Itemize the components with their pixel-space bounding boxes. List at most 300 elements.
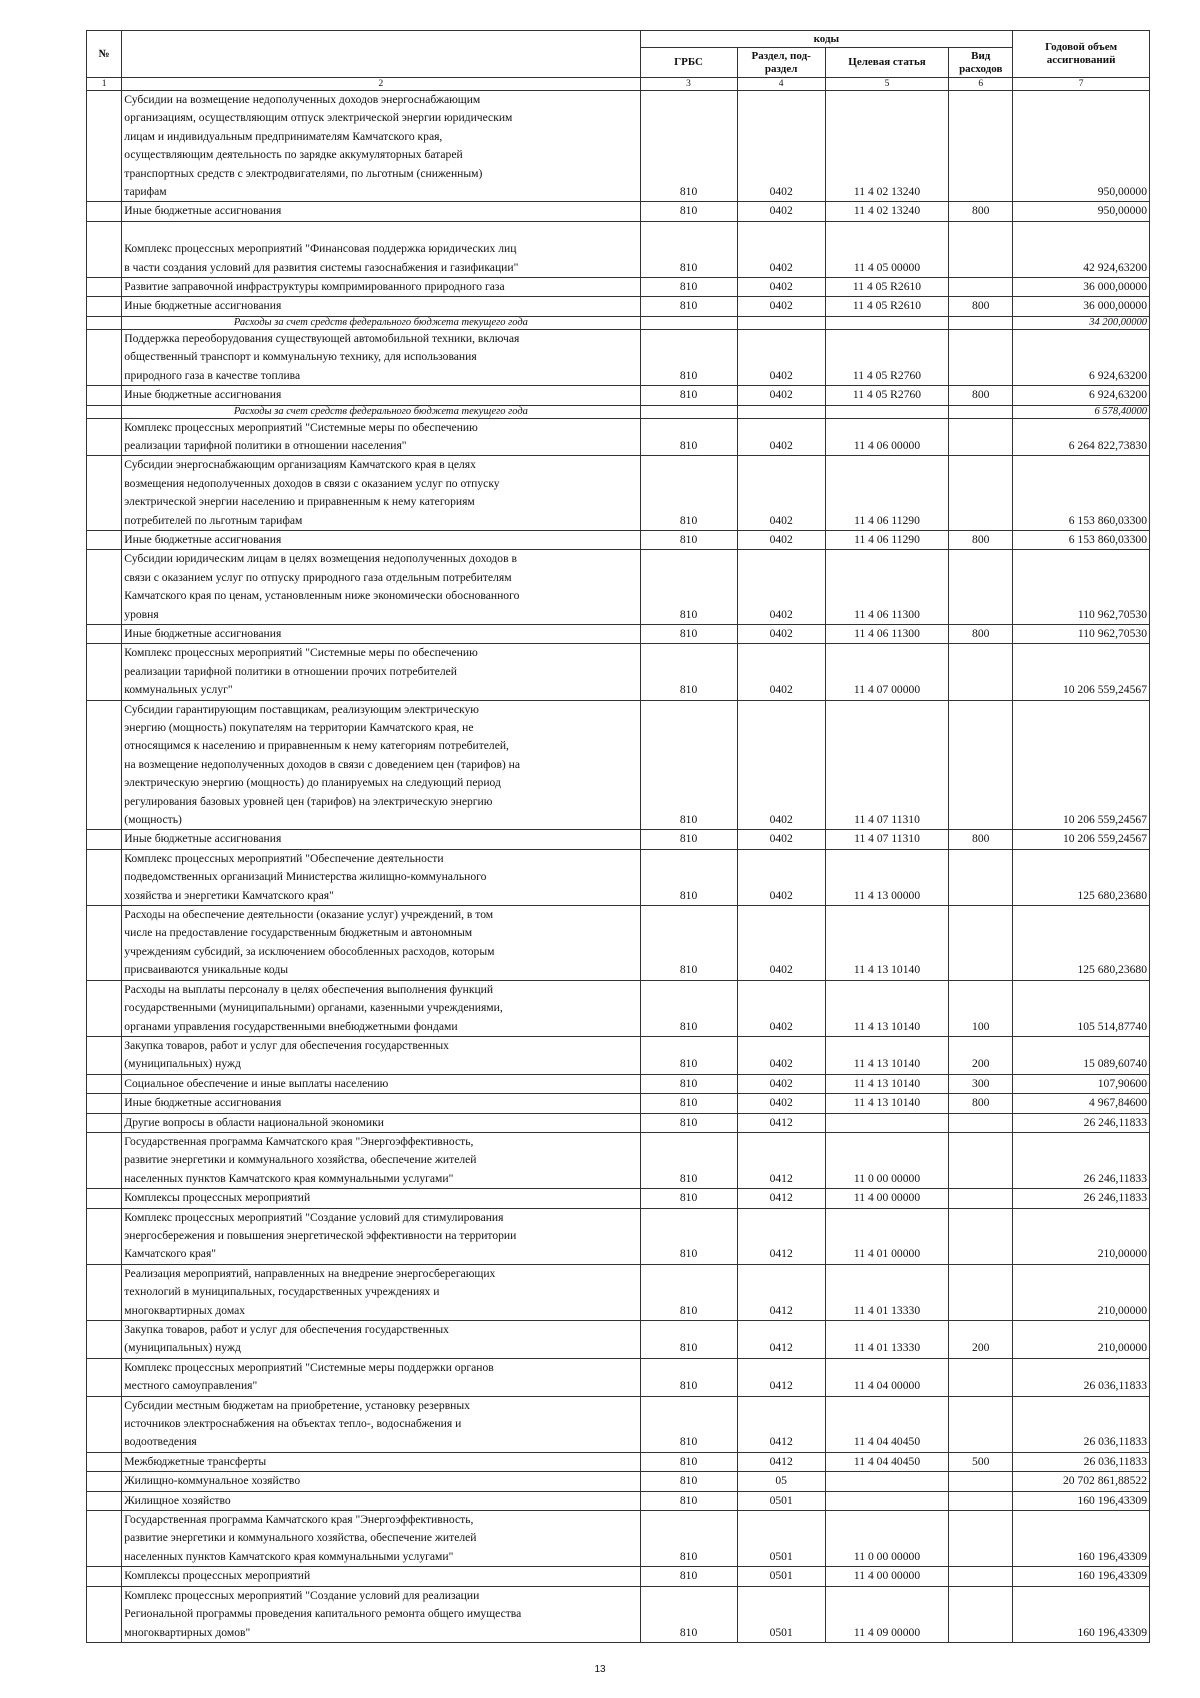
row-section-cell: 0402 [737, 329, 825, 385]
row-section-cell: 0402 [737, 91, 825, 202]
column-index-row [87, 78, 1150, 91]
row-grbs-cell: 810 [640, 1396, 737, 1452]
row-section-cell: 0412 [737, 1132, 825, 1188]
row-vid-cell [949, 849, 1013, 905]
row-number-cell [87, 297, 122, 316]
row-section-cell: 0412 [737, 1113, 825, 1132]
table-row [87, 297, 1150, 316]
budget-table-body [87, 91, 1150, 1643]
row-target-cell: 11 4 06 00000 [825, 418, 948, 456]
row-sum-cell: 26 036,11833 [1013, 1358, 1150, 1396]
col-vid-header: Вид расходов [949, 48, 1013, 78]
row-grbs-cell: 810 [640, 386, 737, 405]
row-name-cell: Государственная программа Камчатского края "Энергоэффективность, развитие энергетики и коммунального хозяйства, обеспечение жителей населенных пунктов Камчатского края коммунальными услугами" [122, 1511, 640, 1567]
table-row [87, 386, 1150, 405]
row-number-cell [87, 624, 122, 643]
row-name-cell: Комплекс процессных мероприятий "Создание условий для реализации Региональной программы проведения капитального ремонта общего имущества многоквартирных домов" [122, 1586, 640, 1642]
row-target-cell [825, 316, 948, 329]
budget-table [86, 30, 1150, 1643]
row-section-cell: 0402 [737, 386, 825, 405]
col-name-header [122, 31, 640, 78]
row-vid-cell: 800 [949, 386, 1013, 405]
row-grbs-cell: 810 [640, 202, 737, 221]
row-vid-cell [949, 550, 1013, 625]
row-number-cell [87, 1189, 122, 1208]
row-name-cell: Социальное обеспечение и иные выплаты населению [122, 1074, 640, 1093]
row-grbs-cell [640, 405, 737, 418]
row-grbs-cell: 810 [640, 1036, 737, 1074]
row-name-cell: Развитие заправочной инфраструктуры компримированного природного газа [122, 278, 640, 297]
table-row [87, 849, 1150, 905]
col-index: 5 [825, 78, 948, 91]
row-grbs-cell: 810 [640, 418, 737, 456]
row-name-cell: Комплекс процессных мероприятий "Финансовая поддержка юридических лиц в части создания условий для развития системы газоснабжения и газификации" [122, 221, 640, 277]
row-sum-cell: 6 924,63200 [1013, 329, 1150, 385]
row-sum-cell: 15 089,60740 [1013, 1036, 1150, 1074]
table-row [87, 830, 1150, 849]
table-row [87, 1452, 1150, 1471]
row-section-cell [737, 316, 825, 329]
row-name-cell: Иные бюджетные ассигнования [122, 624, 640, 643]
row-name-cell: Комплексы процессных мероприятий [122, 1567, 640, 1586]
row-sum-cell: 6 153 860,03300 [1013, 456, 1150, 531]
row-section-cell [737, 405, 825, 418]
row-number-cell [87, 456, 122, 531]
row-section-cell: 0412 [737, 1452, 825, 1471]
row-sum-cell: 210,00000 [1013, 1208, 1150, 1264]
row-target-cell [825, 1491, 948, 1510]
row-sum-cell: 10 206 559,24567 [1013, 700, 1150, 830]
row-grbs-cell: 810 [640, 849, 737, 905]
row-sum-cell: 34 200,00000 [1013, 316, 1150, 329]
row-number-cell [87, 316, 122, 329]
row-section-cell: 0412 [737, 1396, 825, 1452]
row-vid-cell [949, 1132, 1013, 1188]
row-section-cell: 0501 [737, 1491, 825, 1510]
row-grbs-cell: 810 [640, 278, 737, 297]
row-vid-cell: 800 [949, 530, 1013, 549]
row-name-cell: Комплекс процессных мероприятий "Системные меры по обеспечению реализации тарифной политики в отношении прочих потребителей коммунальных услуг" [122, 644, 640, 700]
row-vid-cell [949, 278, 1013, 297]
row-target-cell: 11 4 05 R2760 [825, 386, 948, 405]
row-target-cell: 11 4 05 00000 [825, 221, 948, 277]
row-target-cell: 11 0 00 00000 [825, 1132, 948, 1188]
row-section-cell: 0402 [737, 700, 825, 830]
row-section-cell: 0402 [737, 418, 825, 456]
row-sum-cell: 10 206 559,24567 [1013, 830, 1150, 849]
row-vid-cell: 800 [949, 830, 1013, 849]
row-grbs-cell: 810 [640, 221, 737, 277]
table-row [87, 456, 1150, 531]
row-target-cell: 11 4 13 10140 [825, 1074, 948, 1093]
table-row [87, 1511, 1150, 1567]
row-vid-cell [949, 1113, 1013, 1132]
row-vid-cell [949, 1586, 1013, 1642]
row-number-cell [87, 1074, 122, 1093]
table-row [87, 1189, 1150, 1208]
row-sum-cell: 950,00000 [1013, 91, 1150, 202]
row-section-cell: 0402 [737, 202, 825, 221]
row-name-cell: Межбюджетные трансферты [122, 1452, 640, 1471]
row-sum-cell: 10 206 559,24567 [1013, 644, 1150, 700]
row-section-cell: 0402 [737, 849, 825, 905]
row-name-cell: Комплекс процессных мероприятий "Обеспечение деятельности подведомственных организаций Министерства жилищно-коммунального хозяйства и энергетики Камчатского края" [122, 849, 640, 905]
row-name-cell: Расходы за счет средств федерального бюджета текущего года [122, 405, 640, 418]
row-number-cell [87, 91, 122, 202]
row-sum-cell: 210,00000 [1013, 1321, 1150, 1359]
table-row [87, 700, 1150, 830]
row-sum-cell: 105 514,87740 [1013, 980, 1150, 1036]
row-grbs-cell: 810 [640, 1321, 737, 1359]
row-number-cell [87, 980, 122, 1036]
row-sum-cell: 26 036,11833 [1013, 1396, 1150, 1452]
row-grbs-cell: 810 [640, 1208, 737, 1264]
row-section-cell: 0501 [737, 1511, 825, 1567]
budget-table-sheet [86, 30, 1150, 1643]
row-target-cell: 11 4 09 00000 [825, 1586, 948, 1642]
row-name-cell: Закупка товаров, работ и услуг для обеспечения государственных (муниципальных) нужд [122, 1321, 640, 1359]
row-sum-cell: 20 702 861,88522 [1013, 1472, 1150, 1491]
row-target-cell: 11 4 02 13240 [825, 91, 948, 202]
row-sum-cell: 160 196,43309 [1013, 1567, 1150, 1586]
row-number-cell [87, 1491, 122, 1510]
row-grbs-cell: 810 [640, 624, 737, 643]
row-number-cell [87, 221, 122, 277]
row-number-cell [87, 1321, 122, 1359]
row-sum-cell: 107,90600 [1013, 1074, 1150, 1093]
row-name-cell: Комплексы процессных мероприятий [122, 1189, 640, 1208]
federal-budget-note-row [87, 405, 1150, 418]
col-annual-header: Годовой объем ассигнований [1013, 31, 1150, 78]
col-index: 6 [949, 78, 1013, 91]
row-name-cell: Закупка товаров, работ и услуг для обеспечения государственных (муниципальных) нужд [122, 1036, 640, 1074]
row-vid-cell: 800 [949, 624, 1013, 643]
row-name-cell: Иные бюджетные ассигнования [122, 530, 640, 549]
row-name-cell: Другие вопросы в области национальной экономики [122, 1113, 640, 1132]
row-vid-cell [949, 1264, 1013, 1320]
row-target-cell [825, 1113, 948, 1132]
col-grbs-header: ГРБС [640, 48, 737, 78]
row-target-cell: 11 4 04 00000 [825, 1358, 948, 1396]
row-number-cell [87, 1132, 122, 1188]
row-vid-cell [949, 405, 1013, 418]
row-grbs-cell: 810 [640, 1189, 737, 1208]
table-row [87, 1074, 1150, 1093]
row-name-cell: Комплекс процессных мероприятий "Системные меры поддержки органов местного самоуправления" [122, 1358, 640, 1396]
row-number-cell [87, 278, 122, 297]
table-row [87, 1321, 1150, 1359]
row-sum-cell: 110 962,70530 [1013, 550, 1150, 625]
row-section-cell: 0402 [737, 830, 825, 849]
row-section-cell: 0402 [737, 530, 825, 549]
row-grbs-cell: 810 [640, 830, 737, 849]
row-number-cell [87, 418, 122, 456]
row-vid-cell [949, 316, 1013, 329]
row-sum-cell: 26 246,11833 [1013, 1132, 1150, 1188]
row-sum-cell: 6 153 860,03300 [1013, 530, 1150, 549]
row-vid-cell [949, 644, 1013, 700]
row-target-cell: 11 4 00 00000 [825, 1189, 948, 1208]
row-name-cell: Комплекс процессных мероприятий "Системные меры по обеспечению реализации тарифной политики в отношении населения" [122, 418, 640, 456]
row-sum-cell: 36 000,00000 [1013, 278, 1150, 297]
table-row [87, 1132, 1150, 1188]
row-grbs-cell: 810 [640, 456, 737, 531]
row-number-cell [87, 1472, 122, 1491]
row-name-cell: Субсидии энергоснабжающим организациям Камчатского края в целях возмещения недополученных доходов в связи с оказанием услуг по отпуску электрической энергии населению и приравненным к нему категориям потребителей по льготным тарифам [122, 456, 640, 531]
row-target-cell: 11 4 01 13330 [825, 1264, 948, 1320]
row-grbs-cell: 810 [640, 1511, 737, 1567]
row-target-cell: 11 4 07 00000 [825, 644, 948, 700]
row-target-cell: 11 4 00 00000 [825, 1567, 948, 1586]
row-name-cell: Расходы за счет средств федерального бюджета текущего года [122, 316, 640, 329]
row-grbs-cell: 810 [640, 1567, 737, 1586]
row-grbs-cell: 810 [640, 980, 737, 1036]
row-section-cell: 0412 [737, 1358, 825, 1396]
row-target-cell: 11 4 13 10140 [825, 906, 948, 981]
row-vid-cell [949, 906, 1013, 981]
row-name-cell: Поддержка переоборудования существующей автомобильной техники, включая общественный транспорт и коммунальную технику, для использования природного газа в качестве топлива [122, 329, 640, 385]
row-vid-cell [949, 221, 1013, 277]
row-number-cell [87, 644, 122, 700]
row-section-cell: 0412 [737, 1264, 825, 1320]
row-name-cell: Субсидии юридическим лицам в целях возмещения недополученных доходов в связи с оказанием услуг по отпуску природного газа отдельным потребителям Камчатского края по ценам, установленным ниже экономически обоснованного уровня [122, 550, 640, 625]
row-grbs-cell: 810 [640, 530, 737, 549]
row-sum-cell: 950,00000 [1013, 202, 1150, 221]
page-number: 13 [594, 1664, 606, 1675]
row-name-cell: Государственная программа Камчатского края "Энергоэффективность, развитие энергетики и коммунального хозяйства, обеспечение жителей населенных пунктов Камчатского края коммунальными услугами" [122, 1132, 640, 1188]
row-vid-cell [949, 329, 1013, 385]
row-grbs-cell [640, 316, 737, 329]
row-grbs-cell: 810 [640, 1132, 737, 1188]
row-sum-cell: 6 578,40000 [1013, 405, 1150, 418]
row-number-cell [87, 1208, 122, 1264]
row-name-cell: Иные бюджетные ассигнования [122, 297, 640, 316]
row-target-cell: 11 4 13 00000 [825, 849, 948, 905]
row-grbs-cell: 810 [640, 91, 737, 202]
row-vid-cell: 300 [949, 1074, 1013, 1093]
row-name-cell: Жилищно-коммунальное хозяйство [122, 1472, 640, 1491]
federal-budget-note-row [87, 316, 1150, 329]
row-section-cell: 0402 [737, 550, 825, 625]
row-target-cell [825, 1472, 948, 1491]
row-number-cell [87, 329, 122, 385]
row-section-cell: 0402 [737, 644, 825, 700]
row-grbs-cell: 810 [640, 644, 737, 700]
table-row [87, 1567, 1150, 1586]
row-number-cell [87, 386, 122, 405]
row-section-cell: 0501 [737, 1586, 825, 1642]
table-row [87, 980, 1150, 1036]
row-number-cell [87, 405, 122, 418]
row-name-cell: Иные бюджетные ассигнования [122, 1094, 640, 1113]
table-row [87, 1491, 1150, 1510]
row-section-cell: 05 [737, 1472, 825, 1491]
row-target-cell: 11 4 06 11300 [825, 550, 948, 625]
row-vid-cell: 200 [949, 1321, 1013, 1359]
row-number-cell [87, 1396, 122, 1452]
row-sum-cell: 42 924,63200 [1013, 221, 1150, 277]
row-section-cell: 0402 [737, 1094, 825, 1113]
row-section-cell: 0402 [737, 980, 825, 1036]
row-number-cell [87, 700, 122, 830]
row-number-cell [87, 1094, 122, 1113]
row-section-cell: 0402 [737, 906, 825, 981]
table-row [87, 1264, 1150, 1320]
row-vid-cell: 500 [949, 1452, 1013, 1471]
table-row [87, 329, 1150, 385]
row-vid-cell [949, 1491, 1013, 1510]
row-grbs-cell: 810 [640, 1491, 737, 1510]
row-sum-cell: 26 246,11833 [1013, 1113, 1150, 1132]
row-number-cell [87, 830, 122, 849]
table-row [87, 644, 1150, 700]
row-name-cell: Субсидии местным бюджетам на приобретение, установку резервных источников электроснабжения на объектах тепло-, водоснабжения и водоотведения [122, 1396, 640, 1452]
table-row [87, 550, 1150, 625]
table-row [87, 624, 1150, 643]
col-index: 3 [640, 78, 737, 91]
col-target-header: Целевая статья [825, 48, 948, 78]
row-target-cell: 11 4 05 R2610 [825, 297, 948, 316]
row-section-cell: 0412 [737, 1189, 825, 1208]
row-sum-cell: 26 246,11833 [1013, 1189, 1150, 1208]
row-vid-cell [949, 1472, 1013, 1491]
row-grbs-cell: 810 [640, 1094, 737, 1113]
row-vid-cell [949, 91, 1013, 202]
row-section-cell: 0402 [737, 297, 825, 316]
row-vid-cell [949, 1511, 1013, 1567]
row-sum-cell: 160 196,43309 [1013, 1511, 1150, 1567]
row-grbs-cell: 810 [640, 297, 737, 316]
table-row [87, 1586, 1150, 1642]
row-number-cell [87, 1113, 122, 1132]
table-row [87, 202, 1150, 221]
row-grbs-cell: 810 [640, 1472, 737, 1491]
row-vid-cell [949, 700, 1013, 830]
row-number-cell [87, 1511, 122, 1567]
row-section-cell: 0412 [737, 1321, 825, 1359]
row-target-cell: 11 4 04 40450 [825, 1396, 948, 1452]
row-sum-cell: 26 036,11833 [1013, 1452, 1150, 1471]
row-grbs-cell: 810 [640, 329, 737, 385]
row-sum-cell: 6 264 822,73830 [1013, 418, 1150, 456]
table-row [87, 530, 1150, 549]
table-row [87, 1094, 1150, 1113]
row-grbs-cell: 810 [640, 906, 737, 981]
row-sum-cell: 125 680,23680 [1013, 906, 1150, 981]
row-name-cell: Иные бюджетные ассигнования [122, 386, 640, 405]
row-vid-cell [949, 456, 1013, 531]
table-row [87, 418, 1150, 456]
row-section-cell: 0412 [737, 1208, 825, 1264]
row-section-cell: 0402 [737, 221, 825, 277]
col-codes-header: коды [640, 31, 1013, 48]
table-row [87, 1113, 1150, 1132]
table-row [87, 221, 1150, 277]
row-grbs-cell: 810 [640, 1358, 737, 1396]
table-row [87, 91, 1150, 202]
row-sum-cell: 160 196,43309 [1013, 1586, 1150, 1642]
row-name-cell: Жилищное хозяйство [122, 1491, 640, 1510]
row-vid-cell: 800 [949, 297, 1013, 316]
table-row [87, 1396, 1150, 1452]
row-number-cell [87, 530, 122, 549]
row-grbs-cell: 810 [640, 1074, 737, 1093]
table-row [87, 1208, 1150, 1264]
row-grbs-cell: 810 [640, 700, 737, 830]
row-target-cell: 11 4 07 11310 [825, 830, 948, 849]
col-index: 2 [122, 78, 640, 91]
col-index: 7 [1013, 78, 1150, 91]
row-sum-cell: 125 680,23680 [1013, 849, 1150, 905]
row-vid-cell [949, 418, 1013, 456]
row-name-cell: Субсидии на возмещение недополученных доходов энергоснабжающим организациям, осуществляющим отпуск электрической энергии юридическим лицам и индивидуальным предпринимателям Камчатского края, осуществляющим деятельность по зарядке аккумуляторных батарей транспортных средств с электродвигателями, по льготным (сниженным) тарифам [122, 91, 640, 202]
row-target-cell [825, 405, 948, 418]
col-section-header: Раздел, под-раздел [737, 48, 825, 78]
row-vid-cell [949, 1396, 1013, 1452]
row-number-cell [87, 1358, 122, 1396]
row-target-cell: 11 4 07 11310 [825, 700, 948, 830]
row-number-cell [87, 1264, 122, 1320]
row-sum-cell: 210,00000 [1013, 1264, 1150, 1320]
row-name-cell: Комплекс процессных мероприятий "Создание условий для стимулирования энергосбережения и повышения энергетической эффективности на территории Камчатского края" [122, 1208, 640, 1264]
row-sum-cell: 110 962,70530 [1013, 624, 1150, 643]
row-sum-cell: 4 967,84600 [1013, 1094, 1150, 1113]
table-row [87, 1358, 1150, 1396]
row-vid-cell: 200 [949, 1036, 1013, 1074]
table-row [87, 278, 1150, 297]
row-target-cell: 11 4 13 10140 [825, 980, 948, 1036]
row-name-cell: Иные бюджетные ассигнования [122, 202, 640, 221]
row-target-cell: 11 4 04 40450 [825, 1452, 948, 1471]
row-grbs-cell: 810 [640, 1586, 737, 1642]
row-target-cell: 11 4 13 10140 [825, 1094, 948, 1113]
row-vid-cell [949, 1189, 1013, 1208]
row-grbs-cell: 810 [640, 550, 737, 625]
row-target-cell: 11 4 13 10140 [825, 1036, 948, 1074]
row-number-cell [87, 1567, 122, 1586]
col-index: 1 [87, 78, 122, 91]
row-sum-cell: 36 000,00000 [1013, 297, 1150, 316]
row-name-cell: Иные бюджетные ассигнования [122, 830, 640, 849]
row-number-cell [87, 1452, 122, 1471]
col-num-header: № [87, 31, 122, 78]
col-index: 4 [737, 78, 825, 91]
row-grbs-cell: 810 [640, 1113, 737, 1132]
row-target-cell: 11 0 00 00000 [825, 1511, 948, 1567]
row-number-cell [87, 1586, 122, 1642]
row-section-cell: 0501 [737, 1567, 825, 1586]
row-sum-cell: 6 924,63200 [1013, 386, 1150, 405]
row-name-cell: Субсидии гарантирующим поставщикам, реализующим электрическую энергию (мощность) покупателям на территории Камчатского края, не относящимся к населению и приравненным к нему категориям потребителей, на возмещение недополученных доходов в связи с доведением цен (тарифов) на электрическую энергию (мощность) до планируемых на следующий период регулирования базовых уровней цен (тарифов) на электрическую энергию (мощность) [122, 700, 640, 830]
table-row [87, 906, 1150, 981]
row-target-cell: 11 4 06 11300 [825, 624, 948, 643]
table-row [87, 1036, 1150, 1074]
row-number-cell [87, 202, 122, 221]
row-section-cell: 0402 [737, 1074, 825, 1093]
row-vid-cell [949, 1208, 1013, 1264]
row-target-cell: 11 4 01 00000 [825, 1208, 948, 1264]
row-target-cell: 11 4 05 R2760 [825, 329, 948, 385]
row-name-cell: Расходы на выплаты персоналу в целях обеспечения выполнения функций государственными (муниципальными) органами, казенными учреждениями, органами управления государственными внебюджетными фондами [122, 980, 640, 1036]
row-target-cell: 11 4 01 13330 [825, 1321, 948, 1359]
row-sum-cell: 160 196,43309 [1013, 1491, 1150, 1510]
row-section-cell: 0402 [737, 1036, 825, 1074]
row-number-cell [87, 849, 122, 905]
row-target-cell: 11 4 06 11290 [825, 530, 948, 549]
row-name-cell: Расходы на обеспечение деятельности (оказание услуг) учреждений, в том числе на предоставление государственным бюджетным и автономным учреждениям субсидий, за исключением обособленных расходов, которым присваиваются уникальные коды [122, 906, 640, 981]
row-section-cell: 0402 [737, 278, 825, 297]
row-name-cell: Реализация мероприятий, направленных на внедрение энергосберегающих технологий в муниципальных, государственных учреждениях и многоквартирных домах [122, 1264, 640, 1320]
